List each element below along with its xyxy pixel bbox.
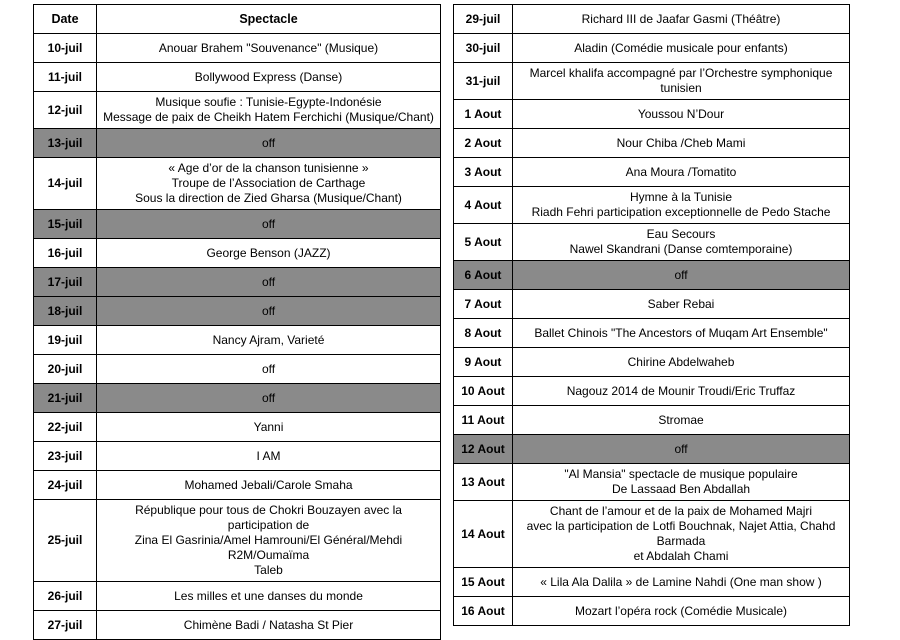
date-cell: 18-juil xyxy=(34,297,97,326)
date-cell: 30-juil xyxy=(454,34,513,63)
date-cell: 14 Aout xyxy=(454,501,513,568)
spectacle-cell: Stromae xyxy=(513,406,850,435)
schedule-row xyxy=(454,501,850,568)
spectacle-cell: Musique soufie : Tunisie-Egypte-Indonésie Message de paix de Cheikh Hatem Ferchichi (Musique/Chant) xyxy=(97,92,441,129)
date-cell: 13 Aout xyxy=(454,464,513,501)
schedule-row xyxy=(454,5,850,34)
schedule-table-july xyxy=(33,4,441,640)
date-cell: 6 Aout xyxy=(454,261,513,290)
schedule-row xyxy=(454,348,850,377)
spectacle-cell: off xyxy=(97,129,441,158)
date-cell: 14-juil xyxy=(34,158,97,210)
schedule-row xyxy=(454,34,850,63)
spectacle-cell: Chirine Abdelwaheb xyxy=(513,348,850,377)
spectacle-cell: off xyxy=(97,384,441,413)
date-cell: 25-juil xyxy=(34,500,97,582)
spectacle-cell: Mozart l’opéra rock (Comédie Musicale) xyxy=(513,597,850,626)
date-cell: 10 Aout xyxy=(454,377,513,406)
date-cell: 16-juil xyxy=(34,239,97,268)
schedule-row xyxy=(34,611,441,640)
schedule-table-august xyxy=(453,4,850,626)
date-column-header: Date xyxy=(34,5,97,34)
schedule-row xyxy=(34,442,441,471)
spectacle-cell: off xyxy=(97,355,441,384)
july-table-body xyxy=(34,34,441,640)
schedule-row xyxy=(34,582,441,611)
spectacle-cell: Ballet Chinois "The Ancestors of Muqam Art Ensemble" xyxy=(513,319,850,348)
date-cell: 2 Aout xyxy=(454,129,513,158)
date-cell: 13-juil xyxy=(34,129,97,158)
date-cell: 4 Aout xyxy=(454,187,513,224)
date-cell: 10-juil xyxy=(34,34,97,63)
schedule-row xyxy=(34,326,441,355)
date-cell: 27-juil xyxy=(34,611,97,640)
date-cell: 19-juil xyxy=(34,326,97,355)
date-cell: 26-juil xyxy=(34,582,97,611)
schedule-row-off xyxy=(34,297,441,326)
spectacle-cell: off xyxy=(513,261,850,290)
spectacle-cell: Nagouz 2014 de Mounir Troudi/Eric Truffaz xyxy=(513,377,850,406)
date-cell: 8 Aout xyxy=(454,319,513,348)
date-cell: 31-juil xyxy=(454,63,513,100)
spectacle-cell: Nour Chiba /Cheb Mami xyxy=(513,129,850,158)
august-table-body xyxy=(454,5,850,626)
spectacle-cell: Hymne à la Tunisie Riadh Fehri participation exceptionnelle de Pedo Stache xyxy=(513,187,850,224)
spectacle-cell: Saber Rebai xyxy=(513,290,850,319)
schedule-row xyxy=(34,92,441,129)
schedule-row xyxy=(454,158,850,187)
spectacle-cell: Chant de l’amour et de la paix de Mohamed Majri avec la participation de Lotfi Bouchnak, Najet Attia, Chahd Barmada et Abdalah Chami xyxy=(513,501,850,568)
spectacle-cell: Mohamed Jebali/Carole Smaha xyxy=(97,471,441,500)
spectacle-cell: Ana Moura /Tomatito xyxy=(513,158,850,187)
date-cell: 15 Aout xyxy=(454,568,513,597)
spectacle-column-header: Spectacle xyxy=(97,5,441,34)
schedule-row xyxy=(34,63,441,92)
schedule-table-header xyxy=(34,5,441,34)
spectacle-cell: « Lila Ala Dalila » de Lamine Nahdi (One man show ) xyxy=(513,568,850,597)
schedule-row-off xyxy=(34,129,441,158)
schedule-row-off xyxy=(454,435,850,464)
spectacle-cell: Marcel khalifa accompagné par l’Orchestre symphonique tunisien xyxy=(513,63,850,100)
spectacle-cell: Youssou N’Dour xyxy=(513,100,850,129)
schedule-row xyxy=(454,377,850,406)
date-cell: 23-juil xyxy=(34,442,97,471)
schedule-row xyxy=(454,63,850,100)
date-cell: 12 Aout xyxy=(454,435,513,464)
date-cell: 21-juil xyxy=(34,384,97,413)
spectacle-cell: République pour tous de Chokri Bouzayen avec la participation de Zina El Gasrinia/Amel Hamrouni/El Général/Mehdi R2M/Oumaïma Taleb xyxy=(97,500,441,582)
schedule-row-off xyxy=(34,268,441,297)
date-cell: 12-juil xyxy=(34,92,97,129)
date-cell: 11 Aout xyxy=(454,406,513,435)
date-cell: 20-juil xyxy=(34,355,97,384)
date-cell: 17-juil xyxy=(34,268,97,297)
schedule-row xyxy=(34,239,441,268)
schedule-row xyxy=(454,319,850,348)
schedule-row xyxy=(34,471,441,500)
spectacle-cell: Bollywood Express (Danse) xyxy=(97,63,441,92)
schedule-row-off xyxy=(34,384,441,413)
spectacle-cell: off xyxy=(97,210,441,239)
schedule-row-off xyxy=(34,210,441,239)
schedule-row xyxy=(454,568,850,597)
schedule-row xyxy=(454,290,850,319)
spectacle-cell: off xyxy=(97,268,441,297)
date-cell: 5 Aout xyxy=(454,224,513,261)
date-cell: 29-juil xyxy=(454,5,513,34)
schedule-row xyxy=(454,406,850,435)
date-cell: 24-juil xyxy=(34,471,97,500)
schedule-row xyxy=(34,413,441,442)
spectacle-cell: Les milles et une danses du monde xyxy=(97,582,441,611)
spectacle-cell: off xyxy=(97,297,441,326)
spectacle-cell: off xyxy=(513,435,850,464)
spectacle-cell: Richard III de Jaafar Gasmi (Théâtre) xyxy=(513,5,850,34)
spectacle-cell: Anouar Brahem "Souvenance" (Musique) xyxy=(97,34,441,63)
date-cell: 15-juil xyxy=(34,210,97,239)
schedule-row xyxy=(454,187,850,224)
schedule-row-off xyxy=(454,261,850,290)
schedule-row xyxy=(454,224,850,261)
spectacle-cell: Chimène Badi / Natasha St Pier xyxy=(97,611,441,640)
schedule-row xyxy=(454,100,850,129)
schedule-row xyxy=(454,129,850,158)
date-cell: 16 Aout xyxy=(454,597,513,626)
spectacle-cell: George Benson (JAZZ) xyxy=(97,239,441,268)
schedule-row xyxy=(34,355,441,384)
date-cell: 7 Aout xyxy=(454,290,513,319)
schedule-row xyxy=(34,34,441,63)
date-cell: 11-juil xyxy=(34,63,97,92)
schedule-row xyxy=(454,597,850,626)
schedule-row xyxy=(454,464,850,501)
spectacle-cell: « Age d’or de la chanson tunisienne » Troupe de l’Association de Carthage Sous la direction de Zied Gharsa (Musique/Chant) xyxy=(97,158,441,210)
spectacle-cell: Nancy Ajram, Varieté xyxy=(97,326,441,355)
spectacle-cell: "Al Mansia" spectacle de musique populaire De Lassaad Ben Abdallah xyxy=(513,464,850,501)
schedule-row xyxy=(34,158,441,210)
spectacle-cell: Yanni xyxy=(97,413,441,442)
date-cell: 9 Aout xyxy=(454,348,513,377)
spectacle-cell: Eau Secours Nawel Skandrani (Danse comtemporaine) xyxy=(513,224,850,261)
spectacle-cell: Aladin (Comédie musicale pour enfants) xyxy=(513,34,850,63)
date-cell: 22-juil xyxy=(34,413,97,442)
date-cell: 3 Aout xyxy=(454,158,513,187)
header-row xyxy=(34,5,441,34)
date-cell: 1 Aout xyxy=(454,100,513,129)
spectacle-cell: I AM xyxy=(97,442,441,471)
schedule-row xyxy=(34,500,441,582)
